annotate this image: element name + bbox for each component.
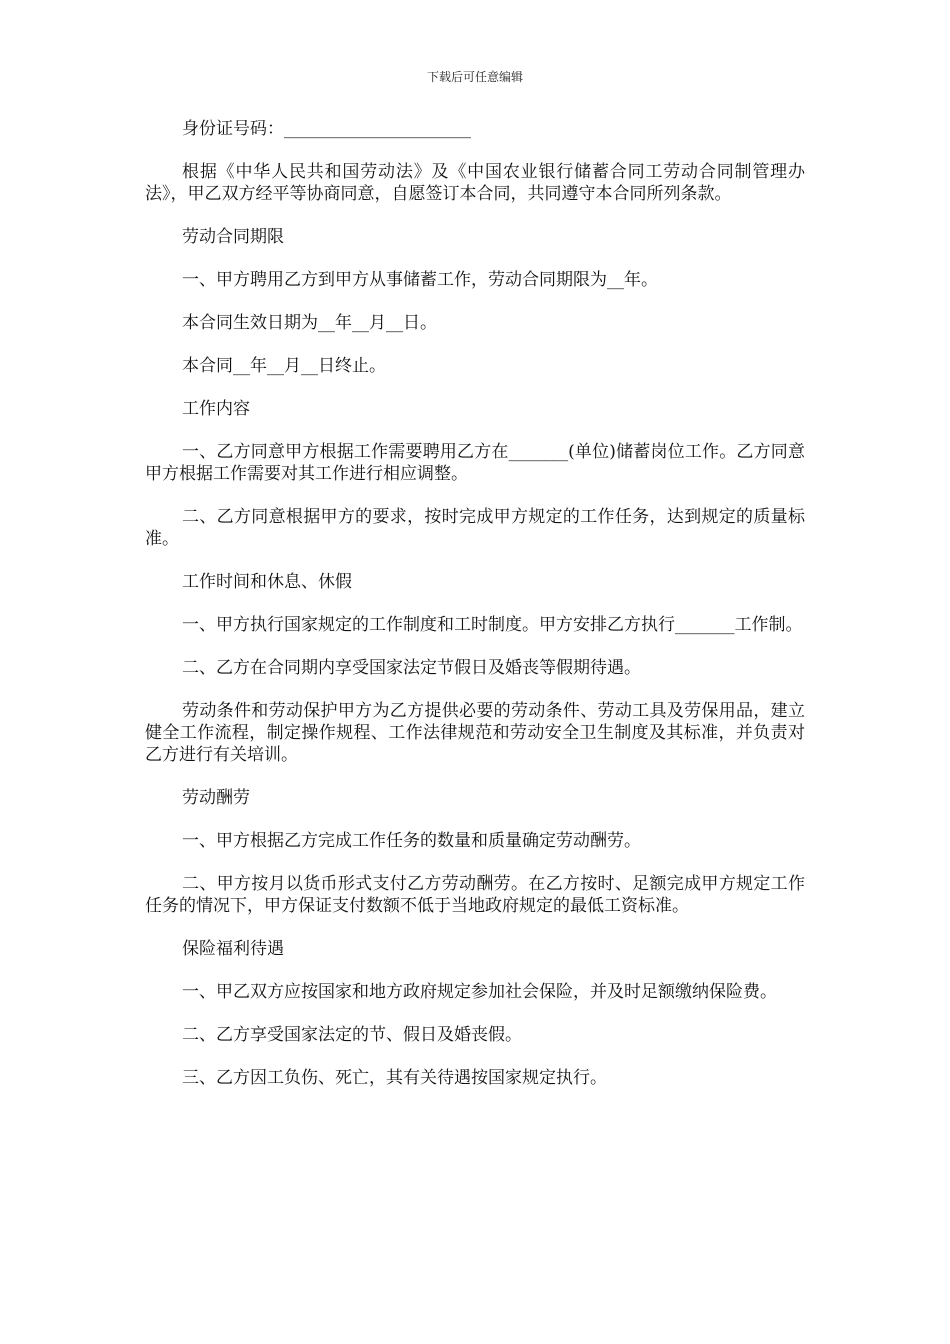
clause-paragraph: 一、甲乙双方应按国家和地方政府规定参加社会保险，并及时足额缴纳保险费。 bbox=[182, 982, 777, 1002]
clause-paragraph: 劳动条件和劳动保护甲方为乙方提供必要的劳动条件、劳动工具及劳保用品，建立健全工作流程，制定操作规程、工作法律规范和劳动安全卫生制度及其标准，并负责对乙方进行有关培训。 bbox=[145, 701, 805, 765]
section-heading-insurance: 保险福利待遇 bbox=[182, 939, 284, 959]
id-number-line: 身份证号码：______________________ bbox=[182, 119, 471, 139]
clause-paragraph: 一、甲方根据乙方完成工作任务的数量和质量确定劳动酬劳。 bbox=[182, 831, 641, 851]
header-note: 下载后可任意编辑 bbox=[426, 70, 523, 84]
clause-paragraph: 二、甲方按月以货币形式支付乙方劳动酬劳。在乙方按时、足额完成甲方规定工作任务的情况下，甲方保证支付数额不低于当地政府规定的最低工资标准。 bbox=[145, 874, 805, 916]
document-body bbox=[145, 118, 805, 1110]
clause-paragraph: 二、乙方在合同期内享受国家法定节假日及婚丧等假期待遇。 bbox=[182, 658, 641, 678]
clause-paragraph: 一、甲方聘用乙方到甲方从事储蓄工作，劳动合同期限为__年。 bbox=[182, 270, 658, 290]
section-heading-work-hours: 工作时间和休息、休假 bbox=[182, 572, 352, 592]
preamble-paragraph: 根据《中华人民共和国劳动法》及《中国农业银行储蓄合同工劳动合同制管理办法》，甲乙双方经平等协商同意，自愿签订本合同，共同遵守本合同所列条款。 bbox=[145, 162, 805, 204]
clause-paragraph: 本合同__年__月__日终止。 bbox=[182, 356, 386, 376]
clause-paragraph: 二、乙方同意根据甲方的要求，按时完成甲方规定的工作任务，达到规定的质量标准。 bbox=[145, 507, 805, 549]
clause-paragraph: 二、乙方享受国家法定的节、假日及婚丧假。 bbox=[182, 1025, 522, 1045]
clause-paragraph: 一、甲方执行国家规定的工作制度和工时制度。甲方安排乙方执行_______工作制。 bbox=[182, 615, 803, 635]
section-heading-work-content: 工作内容 bbox=[182, 399, 250, 419]
clause-paragraph: 本合同生效日期为__年__月__日。 bbox=[182, 313, 437, 333]
section-heading-remuneration: 劳动酬劳 bbox=[182, 788, 250, 808]
clause-paragraph: 三、乙方因工负伤、死亡，其有关待遇按国家规定执行。 bbox=[182, 1068, 607, 1088]
section-heading-term: 劳动合同期限 bbox=[182, 227, 284, 247]
clause-paragraph: 一、乙方同意甲方根据工作需要聘用乙方在_______(单位)储蓄岗位工作。乙方同意甲方根据工作需要对其工作进行相应调整。 bbox=[145, 442, 805, 484]
